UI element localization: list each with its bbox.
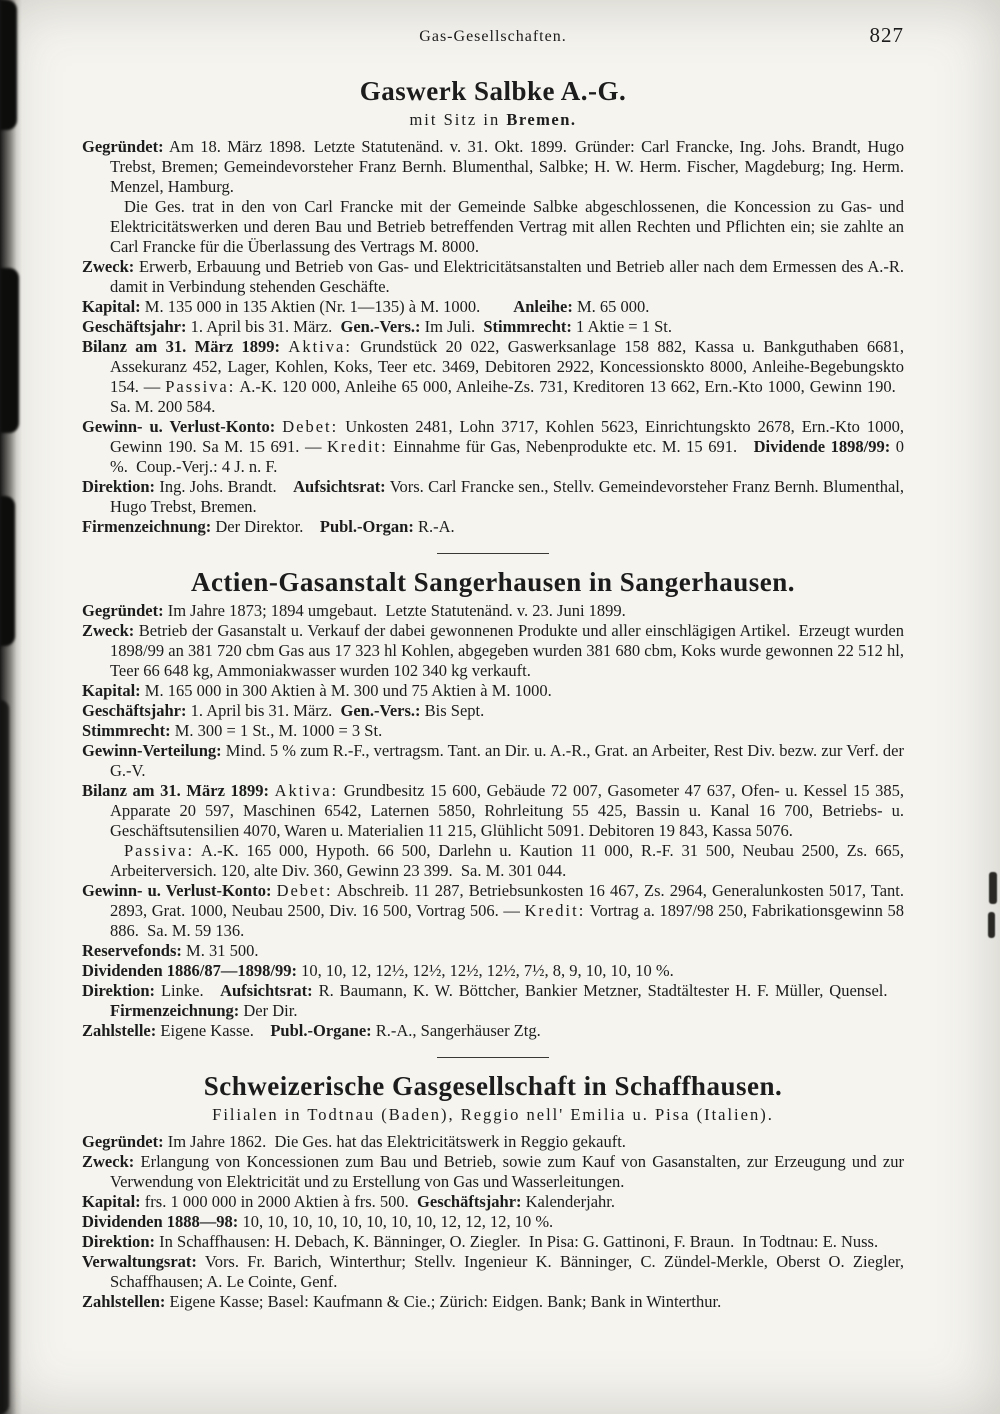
entry-paragraph — [82, 417, 904, 477]
field-label: Gen.-Vers.: — [340, 317, 421, 337]
entry-paragraph — [82, 941, 904, 961]
spaced-label: Aktiva: — [274, 781, 339, 801]
text-run: Eigene Kasse. — [156, 1021, 271, 1041]
text-run: Erlangung von Koncessionen zum Bau und Betrieb, sowie zum Kauf von Gasanstalten, zur Erzeugung und zur Verwendung von Elektricität und zu Erstellung von Gas und Wasserleitungen. — [110, 1152, 904, 1192]
text-run: Erwerb, Erbauung und Betrieb von Gas- und Elektricitätsanstalten und Betrieb aller nach dem Ermessen des A.-R. damit in Verbindung stehenden Geschäfte. — [110, 257, 904, 297]
entry-paragraph — [82, 137, 904, 197]
company-entry — [82, 76, 904, 537]
spaced-label: mit Sitz in — [409, 110, 507, 130]
entry-paragraph — [82, 337, 904, 417]
entry-paragraph — [82, 681, 904, 701]
scan-smudge — [989, 872, 997, 904]
text-run: Vortrag a. 1897/98 250, Fabrikationsgewinn 58 886. Sa. M. 59 136. — [110, 901, 904, 941]
text-run: Einnahme für Gas, Nebenprodukte etc. M. 15 691. — [387, 437, 754, 457]
text-run: M. 165 000 in 300 Aktien à M. 300 und 75 Aktien à M. 1000. — [140, 681, 552, 701]
section-divider — [437, 553, 549, 554]
field-label: Geschäftsjahr: — [82, 317, 187, 337]
text-column — [82, 23, 905, 1312]
text-run: Im Jahre 1862. Die Ges. hat das Elektricitätswerk in Reggio gekauft. — [163, 1132, 626, 1152]
entry-paragraph — [82, 721, 904, 741]
field-label: Anleihe: — [513, 297, 573, 317]
entry-paragraph — [82, 881, 904, 941]
text-run: Abschreib. 11 287, Betriebsunkosten 16 467, Zs. 2964, Generalunkosten 5017, Tant. 2893, Grat. 1000, Neubau 2500, Div. 16 500, Vortrag 506. — — [110, 881, 905, 921]
field-label: Zahlstelle: — [82, 1021, 157, 1041]
entry-paragraph — [82, 257, 904, 297]
spaced-label: Debet: — [282, 417, 339, 437]
text-run: M. 300 = 1 St., M. 1000 = 3 St. — [170, 721, 383, 741]
field-label: Zweck: — [82, 621, 135, 641]
text-run: Grundstück 20 022, Gaswerksanlage 158 882, Kassa u. Bankguthaben 6681, Assekuranz 452, Lager, Kohlen, Koks, Teer etc. 3469, Debitoren 2922, Koncessionskto 8000, Anleihe-Begebungskto 154. — — [110, 337, 905, 397]
text-run: R.-A. — [413, 517, 455, 537]
text-run: Der Dir. — [239, 1001, 298, 1021]
spaced-label: Bremen. — [506, 110, 577, 130]
field-label: Gegründet: — [82, 137, 164, 157]
text-run: Am 18. März 1898. Letzte Statutenänd. v. 31. Okt. 1899. Gründer: Carl Francke, Ing. Johs. Brandt, Hugo Trebst, Bremen; Gemeindevorsteher Franz Bernh. Blumenthal, Salbke; H. W. Herm. Fischer, Magdeburg; Ing. Herm. Menzel, Hamburg. — [110, 137, 904, 197]
text-run: Unkosten 2481, Lohn 3717, Kohlen 5623, Einrichtungskto 2678, Ern.-Kto 1000, Gewinn 190. Sa M. 15 691. — — [110, 417, 905, 457]
text-run: Grundbesitz 15 600, Gebäude 72 007, Gasometer 47 637, Ofen- u. Kessel 15 385, Apparate 20 597, Maschinen 6542, Laternen 5850, Rohrleitung 55 425, Bassin u. Kanal 16 700, Betriebs- u. Geschäftsutensilien 4070, Waren u. Materialien 11 215, Glühlicht 5091. Debitoren 19 843, Kassa 5076. — [110, 781, 904, 841]
spaced-label: Kredit: — [326, 437, 388, 457]
field-label: Zweck: — [82, 257, 135, 277]
running-title: Gas-Gesellschaften. — [419, 28, 567, 45]
entry-paragraph — [82, 1252, 904, 1292]
section-divider — [437, 1057, 549, 1058]
scan-smudge — [0, 268, 19, 433]
text-run: In Schaffhausen: H. Debach, K. Bänninger, O. Ziegler. In Pisa: G. Gattinoni, F. Braun. In Todtnau: E. Nuss. — [155, 1232, 879, 1252]
field-label: Gen.-Vers.: — [340, 701, 421, 721]
field-label: Publ.-Organe: — [270, 1021, 372, 1041]
text-run: 0 %. Coup.-Verj.: 4 J. n. F. — [110, 437, 904, 477]
text-run: 1. April bis 31. März. — [186, 701, 341, 721]
field-label: Direktion: — [82, 981, 156, 1001]
entry-paragraph — [82, 601, 904, 621]
text-run: Bis Sept. — [420, 701, 485, 721]
entry-paragraph — [82, 981, 904, 1021]
text-run: Mind. 5 % zum R.-F., vertragsm. Tant. an Dir. u. A.-R., Grat. an Arbeiter, Rest Div. bezw. zur Verf. der G.-V. — [110, 741, 904, 781]
field-label: Gegründet: — [82, 601, 164, 621]
text-run: 10, 10, 12, 12½, 12½, 12½, 12½, 7½, 8, 9, 10, 10, 10 %. — [296, 961, 674, 981]
entry-paragraph — [82, 841, 904, 881]
text-run: Eigene Kasse; Basel: Kaufmann & Cie.; Zürich: Eidgen. Bank; Bank in Winterthur. — [165, 1292, 722, 1312]
entry-paragraph — [82, 621, 904, 681]
field-label: Direktion: — [82, 1232, 156, 1252]
field-label: Direktion: — [82, 477, 156, 497]
page-number: 827 — [869, 23, 904, 47]
field-label: Kapital: — [82, 681, 141, 701]
entries-container — [82, 76, 904, 1312]
text-run: M. 31 500. — [181, 941, 259, 961]
field-label: Dividenden 1888—98: — [82, 1212, 239, 1232]
field-label: Geschäftsjahr: — [82, 701, 187, 721]
spaced-label: Passiva: — [165, 377, 236, 397]
page-header — [82, 23, 904, 56]
text-run: A.-K. 165 000, Hypoth. 66 500, Darlehn u. Kaution 11 000, R.-F. 31 500, Neubau 2500, Zs. 665, Arbeiterversich. 120, alte Div. 360, Gewinn 23 399. Sa. M. 301 044. — [110, 841, 904, 881]
text-run: Im Jahre 1873; 1894 umgebaut. Letzte Statutenänd. v. 23. Juni 1899. — [163, 601, 626, 621]
field-label: Kapital: — [82, 297, 141, 317]
field-label: Kapital: — [82, 1192, 141, 1212]
entry-paragraph — [82, 1021, 904, 1041]
field-label: Zahlstellen: — [82, 1292, 166, 1312]
text-run: 1. April bis 31. März. — [186, 317, 341, 337]
text-run: 10, 10, 10, 10, 10, 10, 10, 10, 12, 12, 12, 10 %. — [238, 1212, 554, 1232]
text-run: Ing. Johs. Brandt. — [155, 477, 294, 497]
text-run: A.-K. 120 000, Anleihe 65 000, Anleihe-Zs. 731, Kreditoren 13 662, Ern.-Kto 1000, Gewinn 190. Sa. M. 200 584. — [110, 377, 904, 417]
field-label: Gewinn-Verteilung: — [82, 741, 222, 761]
spaced-label: Filialen in Todtnau (Baden), Reggio nell' Emilia u. Pisa (Italien). — [212, 1105, 774, 1125]
field-label: Firmenzeichnung: — [82, 517, 212, 537]
spaced-label: Kredit: — [524, 901, 586, 921]
field-label: Aufsichtsrat: — [220, 981, 313, 1001]
text-run: Die Ges. trat in den von Carl Francke mit der Gemeinde Salbke abgeschlossenen, die Koncession zu Gas- und Elektricitätswerken und deren Bau und Betrieb betreffenden Vertrag mit allen Rechten und Pflichten ein; sie zahlte an Carl Francke für die Überlassung des Vertrags M. 8000. — [110, 197, 904, 257]
entry-paragraph — [82, 1292, 904, 1312]
company-entry — [82, 567, 904, 1041]
field-label: Gewinn- u. Verlust-Konto: — [82, 881, 272, 901]
field-label: Aufsichtsrat: — [293, 477, 386, 497]
text-run: frs. 1 000 000 in 2000 Aktien à frs. 500. — [140, 1192, 418, 1212]
text-run: Im Juli. — [420, 317, 484, 337]
text-run: M. 135 000 in 135 Aktien (Nr. 1—135) à M. 1000. — [140, 297, 514, 317]
entry-paragraph — [82, 1152, 904, 1192]
text-run: Der Direktor. — [211, 517, 320, 537]
scan-smudge — [0, 0, 17, 130]
company-title: Gaswerk Salbke A.-G. — [359, 76, 627, 106]
entry-paragraph — [82, 961, 904, 981]
company-entry — [82, 1071, 904, 1312]
field-label: Gegründet: — [82, 1132, 164, 1152]
field-label: Bilanz am 31. März 1899: — [82, 781, 270, 801]
text-run: Vors. Carl Francke sen., Stellv. Gemeindevorsteher Franz Bernh. Blumenthal, Hugo Trebst, Bremen. — [110, 477, 904, 517]
company-subtitle — [82, 1105, 904, 1125]
entry-paragraph — [82, 701, 904, 721]
spaced-label: Aktiva: — [288, 337, 352, 357]
company-title: Actien-Gasanstalt Sangerhausen in Sangerhausen. — [190, 567, 796, 598]
text-run: Linke. — [155, 981, 221, 1001]
field-label: Verwaltungsrat: — [82, 1252, 197, 1272]
field-label: Firmenzeichnung: — [110, 1001, 240, 1021]
entry-paragraph — [82, 1192, 904, 1212]
field-label: Publ.-Organ: — [319, 517, 414, 537]
text-run: Vors. Fr. Barich, Winterthur; Stellv. Ingenieur K. Bänninger, C. Zündel-Merkle, Oberst O. Ziegler, Schaffhausen; A. Le Cointe, Genf. — [110, 1252, 904, 1292]
entry-paragraph — [82, 197, 904, 257]
scan-smudge — [0, 700, 9, 1414]
field-label: Zweck: — [82, 1152, 135, 1172]
entry-paragraph — [82, 1132, 904, 1152]
entry-paragraph — [82, 517, 904, 537]
entry-paragraph — [82, 297, 904, 317]
text-run: R. Baumann, K. W. Böttcher, Bankier Metzner, Stadtältester H. F. Müller, Quensel. — [312, 981, 904, 1001]
spaced-label: Debet: — [276, 881, 333, 901]
field-label: Geschäftsjahr: — [417, 1192, 522, 1212]
entry-paragraph — [82, 741, 904, 781]
field-label: Gewinn- u. Verlust-Konto: — [82, 417, 276, 437]
scan-smudge — [988, 912, 995, 938]
text-run: 1 Aktie = 1 St. — [571, 317, 672, 337]
entry-paragraph — [82, 781, 904, 841]
field-label: Dividende 1898/99: — [753, 437, 891, 457]
company-subtitle — [82, 110, 904, 130]
text-run: Betrieb der Gasanstalt u. Verkauf der dabei gewonnenen Produkte und aller einschlägigen Artikel. Erzeugt wurden 1898/99 an 381 720 cbm Gas aus 17 323 hl Kohlen, abgegeben wurden 381 680 cbm, Koks wurde gewonnen 22 512 hl, Teer 66 648 kg, Ammoniakwasser wurden 102 340 kg verkauft. — [110, 621, 904, 681]
text-run: Kalenderjahr. — [521, 1192, 615, 1212]
text-run: R.-A., Sangerhäuser Ztg. — [371, 1021, 541, 1041]
field-label: Stimmrecht: — [483, 317, 572, 337]
company-title: Schweizerische Gasgesellschaft in Schaffhausen. — [203, 1071, 783, 1102]
scan-smudge — [0, 496, 15, 646]
entry-paragraph — [82, 317, 904, 337]
field-label: Dividenden 1886/87—1898/99: — [82, 961, 297, 981]
field-label: Stimmrecht: — [82, 721, 171, 741]
field-label: Bilanz am 31. März 1899: — [82, 337, 281, 357]
field-label: Reservefonds: — [82, 941, 182, 961]
entry-paragraph — [82, 1232, 904, 1252]
entry-paragraph — [82, 477, 904, 517]
spaced-label: Passiva: — [124, 841, 195, 861]
text-run: M. 65 000. — [572, 297, 650, 317]
entry-paragraph — [82, 1212, 904, 1232]
